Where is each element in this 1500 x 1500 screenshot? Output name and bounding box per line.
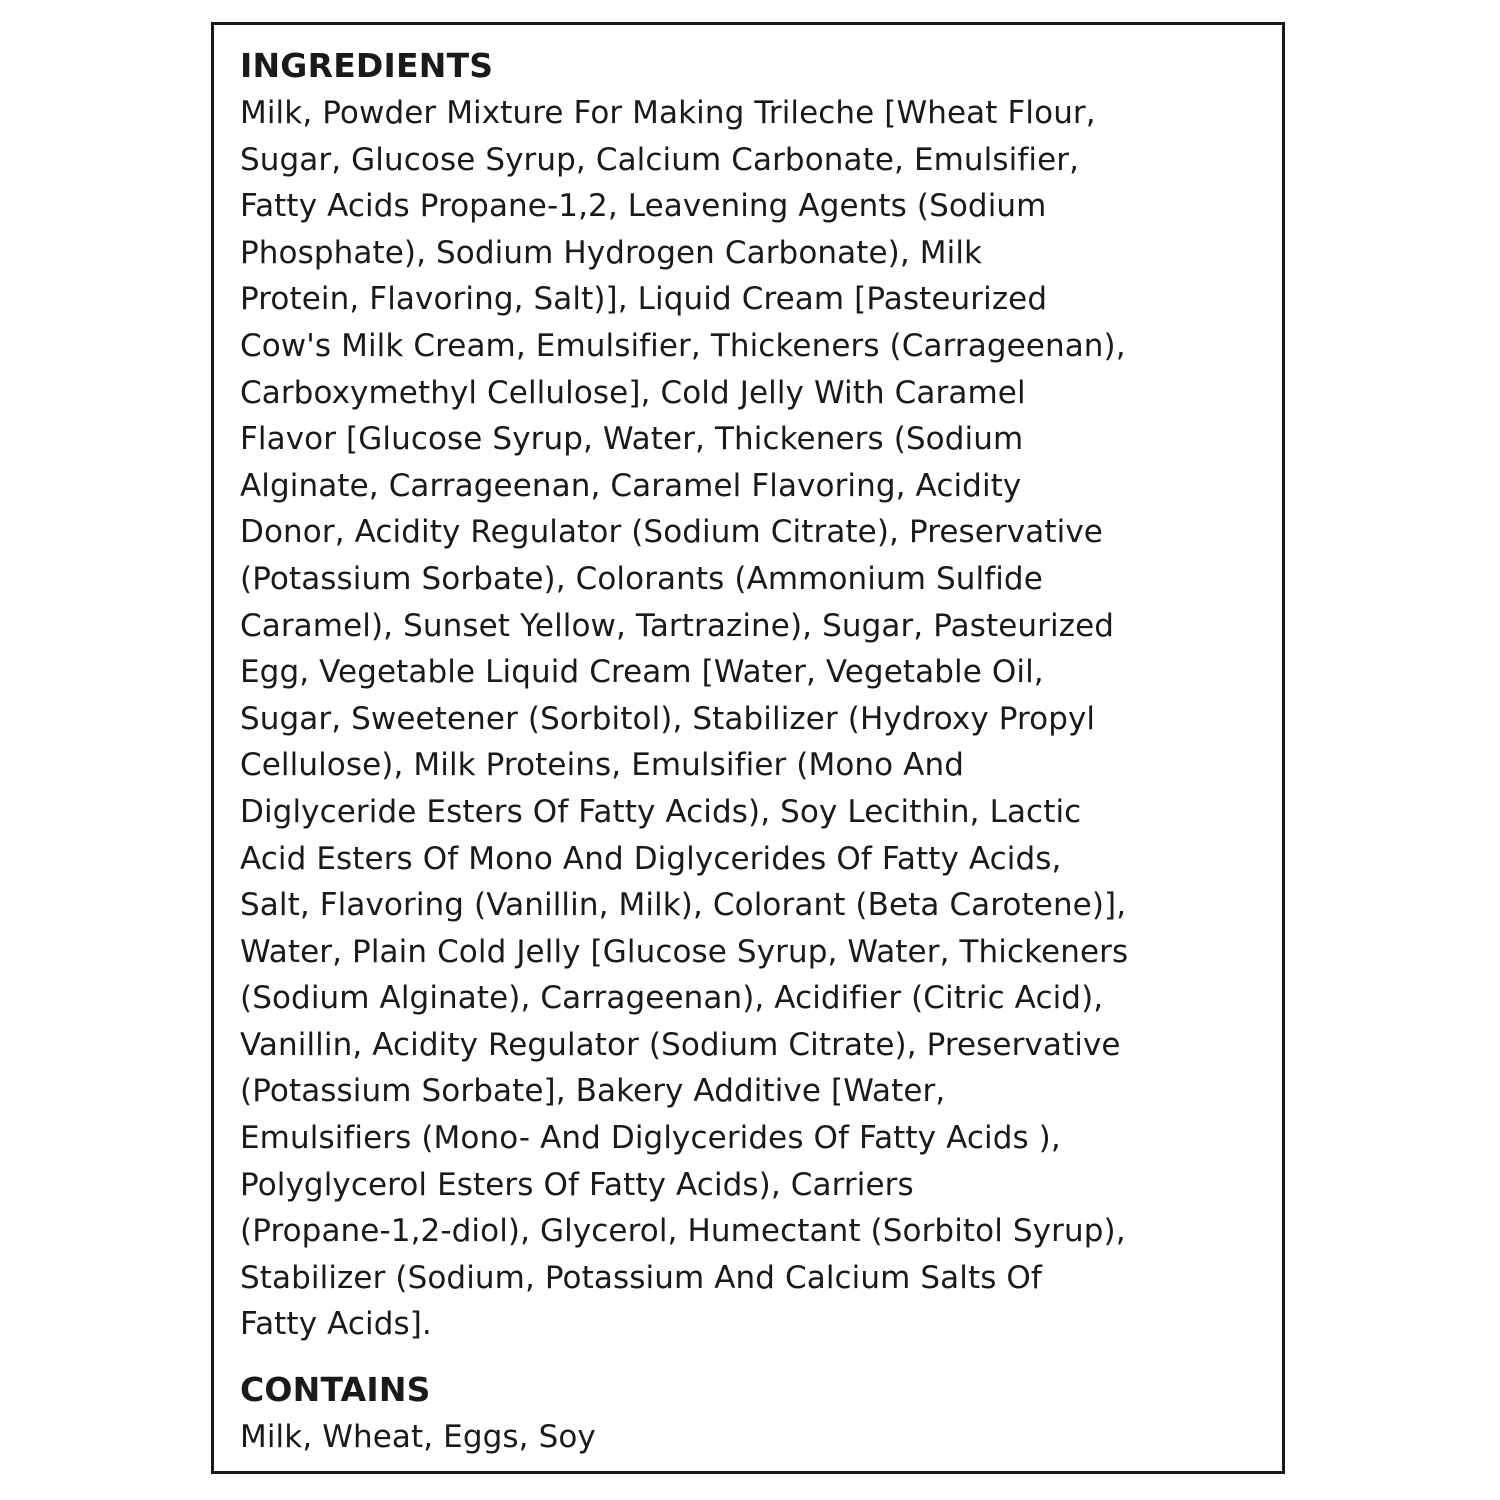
ingredients-line: Phosphate), Sodium Hydrogen Carbonate), Milk bbox=[240, 234, 983, 271]
ingredients-line: (Propane-1,2-diol), Glycerol, Humectant (Sorbitol Syrup), bbox=[240, 1213, 1126, 1250]
ingredients-line: Fatty Acids]. bbox=[240, 1306, 432, 1343]
ingredients-line: Egg, Vegetable Liquid Cream [Water, Vegetable Oil, bbox=[240, 654, 1044, 691]
ingredients-line: Flavor [Glucose Syrup, Water, Thickeners (Sodium bbox=[240, 421, 1024, 458]
ingredients-line: Alginate, Carrageenan, Caramel Flavoring, Acidity bbox=[240, 467, 1022, 504]
ingredients-line: Salt, Flavoring (Vanillin, Milk), Colorant (Beta Carotene)], bbox=[240, 887, 1127, 924]
contains-heading: CONTAINS bbox=[240, 1370, 431, 1409]
ingredients-line: Polyglycerol Esters Of Fatty Acids), Carriers bbox=[240, 1166, 914, 1203]
ingredients-line: Milk, Powder Mixture For Making Trileche [Wheat Flour, bbox=[240, 95, 1096, 131]
ingredients-line: (Sodium Alginate), Carrageenan), Acidifier (Citric Acid), bbox=[240, 980, 1104, 1017]
ingredients-text bbox=[240, 90, 1128, 1348]
ingredients-line: Emulsifiers (Mono- And Diglycerides Of Fatty Acids ), bbox=[240, 1120, 1061, 1157]
ingredients-line: Stabilizer (Sodium, Potassium And Calcium Salts Of bbox=[240, 1259, 1042, 1296]
ingredients-line: Vanillin, Acidity Regulator (Sodium Citrate), Preservative bbox=[240, 1026, 1121, 1063]
ingredients-line: Cow's Milk Cream, Emulsifier, Thickeners (Carrageenan), bbox=[240, 327, 1126, 364]
ingredients-line: Fatty Acids Propane-1,2, Leavening Agents (Sodium bbox=[240, 188, 1047, 225]
ingredients-line: Water, Plain Cold Jelly [Glucose Syrup, Water, Thickeners bbox=[240, 933, 1129, 970]
ingredients-heading: INGREDIENTS bbox=[240, 46, 494, 85]
ingredients-line: (Potassium Sorbate], Bakery Additive [Water, bbox=[240, 1073, 946, 1110]
contains-text bbox=[240, 1414, 596, 1461]
ingredients-line: Carboxymethyl Cellulose], Cold Jelly With Caramel bbox=[240, 374, 1026, 411]
ingredients-line: Acid Esters Of Mono And Diglycerides Of Fatty Acids, bbox=[240, 840, 1062, 877]
ingredients-line: Caramel), Sunset Yellow, Tartrazine), Sugar, Pasteurized bbox=[240, 607, 1115, 644]
ingredients-line: (Potassium Sorbate), Colorants (Ammonium Sulfide bbox=[240, 560, 1043, 597]
ingredients-line: Diglyceride Esters Of Fatty Acids), Soy Lecithin, Lactic bbox=[240, 793, 1082, 830]
ingredients-line: Sugar, Glucose Syrup, Calcium Carbonate, Emulsifier, bbox=[240, 141, 1080, 178]
ingredients-line: Sugar, Sweetener (Sorbitol), Stabilizer (Hydroxy Propyl bbox=[240, 700, 1096, 737]
ingredients-line: Donor, Acidity Regulator (Sodium Citrate), Preservative bbox=[240, 514, 1103, 551]
ingredients-line: Protein, Flavoring, Salt)], Liquid Cream [Pasteurized bbox=[240, 281, 1048, 318]
ingredients-line: Cellulose), Milk Proteins, Emulsifier (Mono And bbox=[240, 747, 965, 784]
contains-line: Milk, Wheat, Eggs, Soy bbox=[240, 1419, 596, 1455]
